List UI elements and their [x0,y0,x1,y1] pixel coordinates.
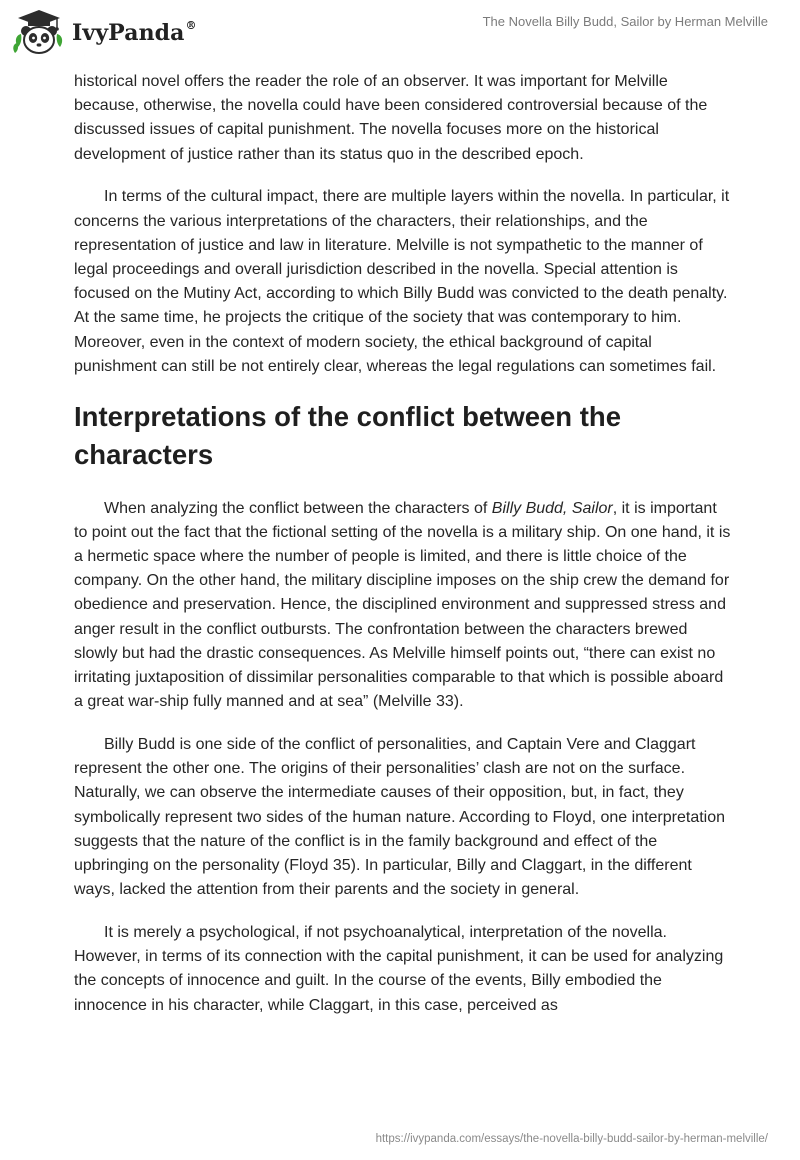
paragraph-cultural-impact: In terms of the cultural impact, there are multiple layers within the novella. In particular, it concerns the various interpretations of the characters, their relationships, and the representation of justice and law in literature. Melville is not sympathetic to the manner of legal proceedings and overall jurisdiction described in the novella. Special attention is focused on the Mutiny Act, according to which Billy Budd was convicted to the death penalty. At the same time, he projects the critique of the society that was contemporary to him. Moreover, even in the context of modern society, the ethical background of capital punishment can still be not entirely clear, whereas the legal regulations can sometimes fail. [74,188,730,375]
paragraph-personalities: Billy Budd is one side of the conflict of personalities, and Captain Vere and Claggart represent the other one. The origins of their personalities’ clash are not on the surface. Naturally, we can observe the intermediate causes of their opposition, but, in fact, they symbolically represent two sides of the human nature. According to Floyd, one interpretation suggests that the nature of the conflict is in the family background and effect of the upbringing on the personality (Floyd 35). In particular, Billy and Claggart, in the different ways, lacked the attention from their parents and the society in general. [74,736,726,899]
registered-mark: ® [185,18,197,32]
paragraph-historical-novel: historical novel offers the reader the role of an observer. It was important for Melville because, otherwise, the novella could have been considered controversial because of the discussed issues of capital punishment. The novella focuses more on the historical development of justice rather than its status quo in the described epoch. [74,73,708,163]
section-heading: Interpretations of the conflict between the characters [74,400,621,470]
document-title: The Novella Billy Budd, Sailor by Herman Melville [482,14,768,29]
ivypanda-logo[interactable] [12,7,197,59]
panda-graduate-icon [12,7,66,59]
paragraph-text: When analyzing the conflict between the characters of [104,499,492,517]
source-url[interactable]: https://ivypanda.com/essays/the-novella-billy-budd-sailor-by-herman-melville/ [375,1133,768,1145]
novella-title: Billy Budd, Sailor [491,499,613,517]
essay-body [74,70,734,1036]
brand-name: IvyPanda® [72,18,197,46]
page-header [0,0,800,66]
paragraph-psychological: It is merely a psychological, if not psychoanalytical, interpretation of the novella. However, in terms of its connection with the capital punishment, it can be used for analyzing the concepts of innocence and guilt. In the course of the events, Billy embodied the innocence in his character, while Claggart, in this case, perceived as [74,924,724,1014]
paragraph-text: , it is important to point out the fact that the fictional setting of the novella is a military ship. On one hand, it is a hermetic space where the number of people is limited, and there is little choice of the company. On the other hand, the military discipline imposes on the ship crew the demand for obedience and preservation. Hence, the disciplined environment and suppressed stress and anger result in the conflict outbursts. The confrontation between the characters brewed slowly but had the drastic consequences. As Melville himself points out, “there can exist no irritating juxtaposition of dissimilar personalities comparable to that which is possible aboard a great war-ship fully manned and at sea” (Melville 33). [74,499,731,711]
paragraph-conflict-analysis [74,497,734,715]
